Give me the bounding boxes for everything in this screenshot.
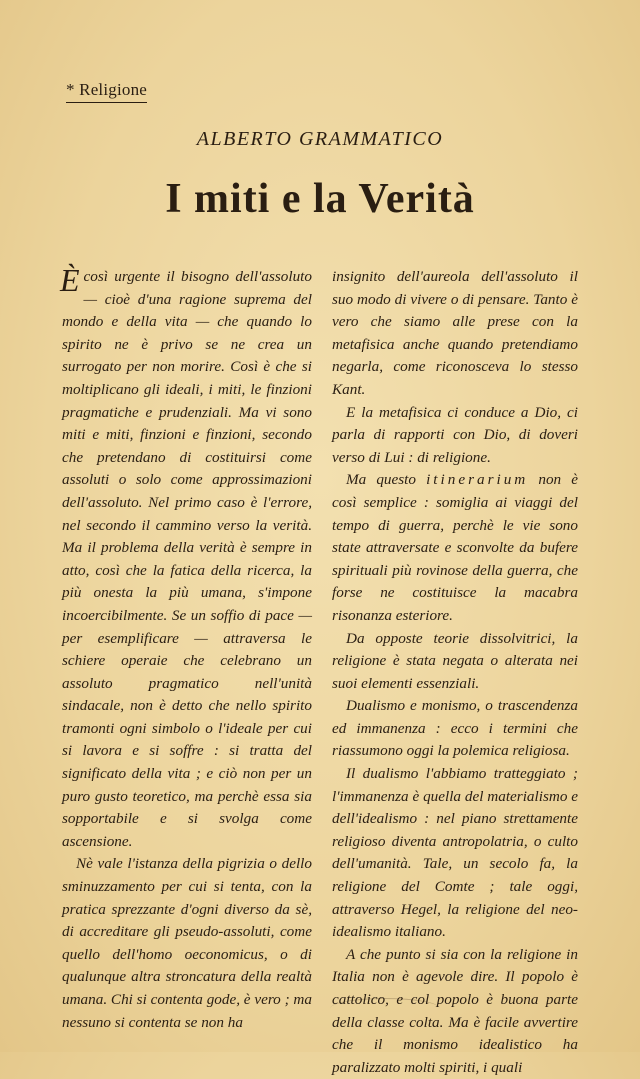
- paragraph: insignito dell'aureola dell'assoluto il suo modo di vivere o di pensare. Tanto è vero che siamo alle prese con la metafisica anche quando pretendiamo negarla, come riconosceva lo stesso Kant.: [332, 268, 578, 398]
- paragraph-text: Ma questo: [346, 471, 427, 489]
- paragraph: [332, 469, 578, 627]
- left-column: [60, 262, 312, 1034]
- article-title: I miti e la Verità: [165, 176, 475, 222]
- paragraph: Il dualismo l'abbiamo tratteggiato ; l'immanenza è quella del materialismo e dell'idealismo : nel piano strettamente religioso diventa antropolatria, o culto dell'umanità. Tale, un secolo fa, la religione del Comte ; tale oggi, attraverso Hegel, la religione del neo-idealismo italiano.: [332, 765, 578, 941]
- right-column: [332, 266, 578, 1079]
- drop-cap: È: [60, 262, 80, 298]
- paragraph: E la metafisica ci conduce a Dio, ci parla di rapporti con Dio, di doveri verso di Lui : di religione.: [332, 403, 578, 466]
- paragraph: Da opposte teorie dissolvitrici, la religione è stata negata o alterata nei suoi elementi essenziali.: [332, 629, 578, 692]
- paragraph-text: non è così semplice : somiglia ai viaggi del tempo di guerra, perchè le vie sono state attraversate e sconvolte da bufere spirituali più rovinose della guerra, che forse ne costituisce la macabra risonanza esteriore.: [332, 471, 578, 624]
- author-name: ALBERTO GRAMMATICO: [196, 128, 444, 150]
- spaced-word: itinerarium: [426, 471, 529, 489]
- paragraph: Dualismo e monismo, o trascendenza ed immanenza : ecco i termini che riassumono oggi la polemica religiosa.: [332, 697, 578, 760]
- paragraph: Nè vale l'istanza della pigrizia o dello sminuzzamento per cui si tenta, con la pratica sprezzante d'ogni diverso da sè, di accreditare gli pseudo-assoluti, come quello dell'homo oeconomicus, o di qualunque altra stroncatura della realtà umana. Chi si contenta gode, è vero ; ma nessuno si contenta se non ha: [62, 855, 312, 1031]
- paragraph-text: così urgente il bisogno dell'assoluto — cioè d'una ragione suprema del mondo e della vita — che quando lo spirito ne è privo se ne crea un surrogato per non morire. Così è che si moltiplicano gli ideali, i miti, le finzioni pragmatiche e prudenziali. Ma vi sono miti e miti, finzioni e finzioni, secondo che pretendano di costituirsi come assoluti o solo come approssimazioni dell'assoluto. Nel primo caso è l'errore, nel secondo il cammino verso la verità. Ma il problema della verità è sempre in atto, così che la fatica della ricerca, la più onesta la più umana, s'impone incoercibilmente. Se un soffio di pace — per esemplificare — attraversa le schiere operaie che celebrano un assoluto pragmatico nell'unità sindacale, non è detto che nello spirito tramonti ogni simbolo o l'ideale per cui si lavora e si soffre : si tratta del significato della vita ; e ciò non per un puro gusto teoretico, ma perchè essa sia sopportabile e si svolga come ascensione.: [62, 268, 312, 850]
- page-fold-mark: [330, 998, 440, 1019]
- paragraph: A che punto si sia con la religione in Italia non è agevole dire. Il popolo è cattolico, e col popolo è buona parte della classe colta. Ma è facile avvertire che il monismo idealistico ha paralizzato molti spiriti, i quali: [332, 945, 578, 1076]
- paragraph: [60, 262, 312, 853]
- section-rubric: * Religione: [66, 80, 147, 103]
